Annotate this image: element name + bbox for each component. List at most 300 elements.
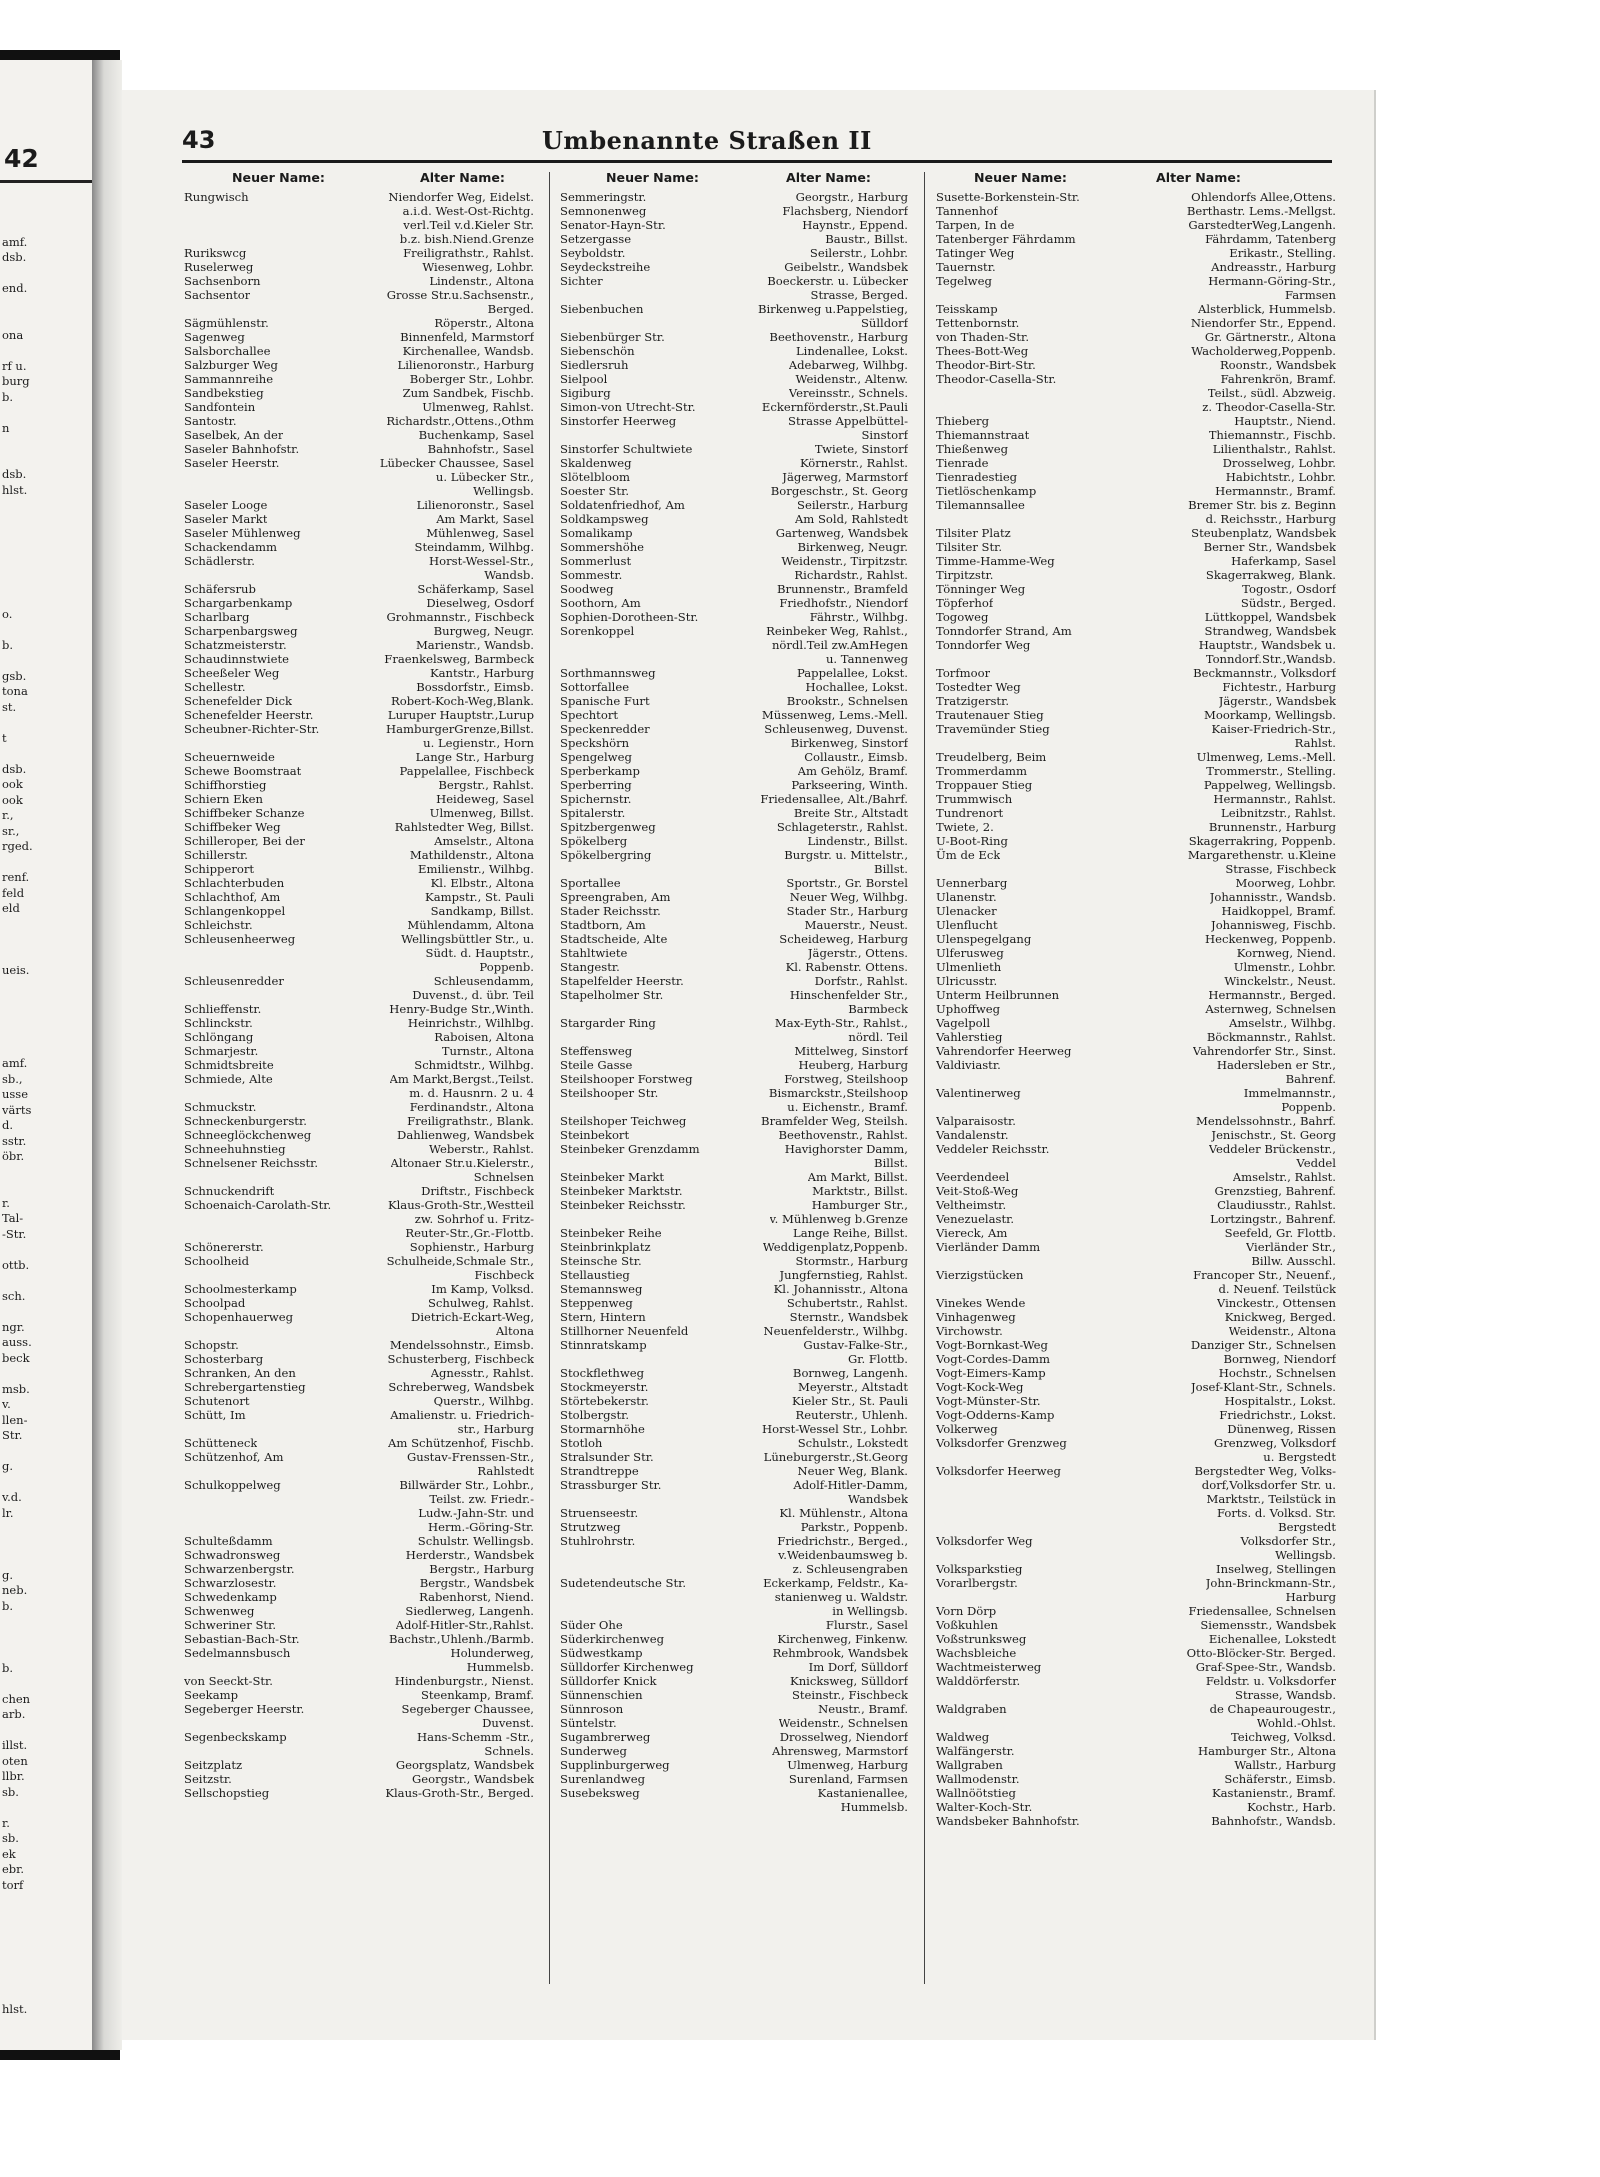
previous-page-fragment <box>2 653 92 669</box>
new-street-name: Wallnöötstieg <box>936 1786 1016 1800</box>
entry-row <box>936 750 1336 764</box>
entry-row <box>560 1072 908 1086</box>
old-street-name: Lindenstr., Altona <box>429 274 534 288</box>
old-street-name: Jägerstr., Wandsbek <box>1218 694 1336 708</box>
new-street-name: Sophien-Dorotheen-Str. <box>560 610 699 624</box>
entry-row <box>560 484 908 498</box>
old-street-name: Hauptstr., Niend. <box>1234 414 1336 428</box>
new-street-name: Saselbek, An der <box>184 428 284 442</box>
entry-row <box>936 204 1336 218</box>
new-street-name: Schmidtsbreite <box>184 1058 274 1072</box>
new-street-name: Tostedter Weg <box>936 680 1021 694</box>
old-street-name: Forstweg, Steilshoop <box>784 1072 908 1086</box>
old-street-name: Freiligrathstr., Blank. <box>407 1114 534 1128</box>
new-street-name: Valparaisostr. <box>936 1114 1016 1128</box>
entry-continuation-row <box>560 1562 908 1576</box>
old-street-name: Breite Str., Altstadt <box>793 806 908 820</box>
entry-continuation-row <box>936 1478 1336 1492</box>
new-street-name: Tilsiter Str. <box>936 540 1003 554</box>
new-street-name: Südwestkamp <box>560 1646 643 1660</box>
new-street-name: Vinhagenweg <box>936 1310 1016 1324</box>
old-street-name: Grenzstieg, Bahrenf. <box>1214 1184 1336 1198</box>
new-street-name: Vagelpoll <box>936 1016 991 1030</box>
entry-row <box>184 694 534 708</box>
entry-row <box>936 1086 1336 1100</box>
old-street-name: Vereinsstr., Schnels. <box>788 386 908 400</box>
old-street-name: Niendorfer Str., Eppend. <box>1190 316 1336 330</box>
old-street-name: Seilerstr., Harburg <box>797 498 908 512</box>
new-street-name: Strandtreppe <box>560 1464 639 1478</box>
previous-page-fragment <box>2 529 92 545</box>
old-street-name: Rabenhorst, Niend. <box>419 1590 534 1604</box>
old-street-name: Ulmenweg, Harburg <box>787 1758 908 1772</box>
previous-page-fragment <box>2 297 92 313</box>
previous-page-fragment <box>2 1444 92 1460</box>
old-street-name: Fährstr., Wilhbg. <box>809 610 908 624</box>
entry-continuation-row <box>936 386 1336 400</box>
previous-page-fragment <box>2 312 92 328</box>
old-street-name: Reuterstr., Uhlenh. <box>795 1408 908 1422</box>
old-street-name: Marienstr., Wandsb. <box>415 638 534 652</box>
previous-page-fragment: dsb. <box>2 467 27 481</box>
entry-row <box>184 1198 534 1212</box>
entry-row <box>184 1114 534 1128</box>
entry-row <box>184 386 534 400</box>
new-street-name: Waldgraben <box>936 1702 1007 1716</box>
old-street-name: u. Eichenstr., Bramf. <box>787 1100 908 1114</box>
new-street-name: Schneckenburgerstr. <box>184 1114 307 1128</box>
new-street-name: Vorn Dörp <box>936 1604 997 1618</box>
new-street-name: Schütt, Im <box>184 1408 246 1422</box>
old-street-name: Neuer Weg, Blank. <box>797 1464 908 1478</box>
old-street-name: Drosselweg, Niendorf <box>779 1730 908 1744</box>
entry-row <box>560 358 908 372</box>
previous-page-fragment <box>2 1273 92 1289</box>
new-street-name: Vinekes Wende <box>936 1296 1026 1310</box>
old-street-name: Haynstr., Eppend. <box>802 218 908 232</box>
new-street-name: Schädlerstr. <box>184 554 255 568</box>
entry-row <box>936 414 1336 428</box>
entry-row <box>184 806 534 820</box>
old-street-name: Kl. Rabenstr. Ottens. <box>785 960 908 974</box>
old-street-name: Müssenweg, Lems.-Mell. <box>761 708 908 722</box>
entry-row <box>560 1730 908 1744</box>
old-street-name: Heinrichstr., Wilhlbg. <box>407 1016 534 1030</box>
old-street-name: Friedensallee, Schnelsen <box>1188 1604 1336 1618</box>
old-street-name: Mathildenstr., Altona <box>409 848 534 862</box>
old-street-name: Brookstr., Schnelsen <box>786 694 908 708</box>
entry-row <box>560 1520 908 1534</box>
entry-row <box>936 302 1336 316</box>
old-street-name: Schäferkamp, Sasel <box>417 582 534 596</box>
new-street-name: Stadtborn, Am <box>560 918 646 932</box>
entry-row <box>560 736 908 750</box>
old-street-name: Lortzingstr., Bahrenf. <box>1210 1212 1336 1226</box>
entry-row <box>936 1758 1336 1772</box>
new-street-name: Ulferusweg <box>936 946 1004 960</box>
old-street-name: Wandsb. <box>484 568 534 582</box>
new-street-name: Spengelweg <box>560 750 632 764</box>
old-street-name: Steubenplatz, Wandsbek <box>1191 526 1336 540</box>
entry-row <box>184 1380 534 1394</box>
previous-page-fragment: ook <box>2 777 23 791</box>
new-street-name: Steppenweg <box>560 1296 633 1310</box>
entry-row <box>560 526 908 540</box>
old-street-name: Wellingsb. <box>473 484 534 498</box>
old-street-name: Dorfstr., Rahlst. <box>814 974 908 988</box>
new-street-name: Scheeßeler Weg <box>184 666 280 680</box>
entry-row <box>184 1282 534 1296</box>
old-street-name: Wacholderweg,Poppenb. <box>1191 344 1336 358</box>
new-street-name: Thees-Bott-Weg <box>936 344 1029 358</box>
entry-row <box>936 1366 1336 1380</box>
entry-continuation-row <box>560 652 908 666</box>
old-street-name: Farmsen <box>1285 288 1336 302</box>
entry-row <box>560 778 908 792</box>
entry-row <box>936 456 1336 470</box>
old-street-name: Fährdamm, Tatenberg <box>1205 232 1336 246</box>
new-street-name: Speckshörn <box>560 736 630 750</box>
old-street-name: Mühlendamm, Altona <box>407 918 534 932</box>
entry-row <box>184 1450 534 1464</box>
entry-row <box>560 582 908 596</box>
entry-row <box>936 1198 1336 1212</box>
old-street-name: HamburgerGrenze,Billst. <box>386 722 534 736</box>
new-street-name: Sachsenborn <box>184 274 261 288</box>
old-street-name: Bremer Str. bis z. Beginn <box>1188 498 1336 512</box>
old-street-name: Adebarweg, Wilhbg. <box>788 358 908 372</box>
entry-row <box>184 1702 534 1716</box>
entry-row <box>560 1702 908 1716</box>
previous-page-fragment: ngr. <box>2 1319 25 1334</box>
old-street-name: Marktstr., Teilstück in <box>1206 1492 1336 1506</box>
old-street-name: Ulmenweg, Rahlst. <box>422 400 534 414</box>
new-street-name: Siedlersruh <box>560 358 629 372</box>
previous-page-fragment <box>2 204 92 220</box>
entry-row <box>184 638 534 652</box>
new-street-name: Schmarjestr. <box>184 1044 259 1058</box>
new-street-name: Voßstrunksweg <box>936 1632 1027 1646</box>
previous-page-fragment: ueis. <box>2 963 30 977</box>
new-street-name: Thießenweg <box>936 442 1009 456</box>
old-street-name: Berged. <box>487 302 534 316</box>
old-street-name: Wallstr., Harburg <box>1234 1758 1336 1772</box>
previous-page-fragment <box>2 948 92 964</box>
new-street-name: Spökelberg <box>560 834 628 848</box>
old-street-name: Hummelsb. <box>466 1660 534 1674</box>
old-street-name: Eckerkamp, Feldstr., Ka- <box>763 1576 908 1590</box>
old-street-name: Poppenb. <box>1281 1100 1336 1114</box>
new-street-name: Schopenhauerweg <box>184 1310 294 1324</box>
entry-row <box>560 442 908 456</box>
entry-row <box>184 932 534 946</box>
entry-row <box>936 1534 1336 1548</box>
entry-row <box>560 876 908 890</box>
old-street-name: Georgstr., Wandsbek <box>412 1772 534 1786</box>
entry-row <box>560 498 908 512</box>
old-street-name: Luruper Hauptstr.,Lurup <box>387 708 534 722</box>
new-street-name: Stotloh <box>560 1436 603 1450</box>
new-street-name: Veit-Stoß-Weg <box>936 1184 1019 1198</box>
previous-page-fragment <box>2 1475 92 1491</box>
entry-row <box>184 1058 534 1072</box>
previous-page-fragment <box>2 1614 92 1630</box>
old-street-name: Weidenstr., Altenw. <box>795 372 908 386</box>
entry-row <box>184 316 534 330</box>
new-street-name: Stockflethweg <box>560 1366 645 1380</box>
entry-row <box>560 1086 908 1100</box>
entry-row <box>560 596 908 610</box>
old-street-name: Schmidtstr., Wilhbg. <box>414 1058 534 1072</box>
old-street-name: Bahnhofstr., Sasel <box>427 442 534 456</box>
old-street-name: Sülldorf <box>860 316 908 330</box>
column-header-old: Alter Name: <box>1156 170 1241 185</box>
previous-page-fragment <box>2 1971 92 1987</box>
previous-page-fragment: ottb. <box>2 1257 30 1272</box>
entry-row <box>936 1030 1336 1044</box>
previous-page-fragment <box>2 1366 92 1382</box>
entry-continuation-row <box>936 1520 1336 1534</box>
old-street-name: Sternstr., Wandsbek <box>789 1310 908 1324</box>
new-street-name: Töpferhof <box>936 596 994 610</box>
old-street-name: Hindenburgstr., Nienst. <box>394 1674 534 1688</box>
old-street-name: Immelmannstr., <box>1243 1086 1336 1100</box>
old-street-name: Pappelallee, Lokst. <box>796 666 908 680</box>
old-street-name: Hermannstr., Berged. <box>1208 988 1336 1002</box>
old-street-name: Duvenst. <box>482 1716 534 1730</box>
entry-row <box>560 1254 908 1268</box>
entry-row <box>560 1674 908 1688</box>
previous-page-fragment: sb. <box>2 1784 19 1799</box>
previous-page-fragment: arb. <box>2 1707 26 1721</box>
new-street-name: Soodweg <box>560 582 614 596</box>
entry-continuation-row <box>184 1170 534 1184</box>
previous-page-fragment <box>2 1537 92 1553</box>
old-street-name: Herm.-Göring-Str. <box>428 1520 534 1534</box>
previous-page-fragment: g. <box>2 1459 14 1473</box>
entry-row <box>936 624 1336 638</box>
entry-row <box>936 974 1336 988</box>
old-street-name: Körnerstr., Rahlst. <box>799 456 908 470</box>
previous-page-fragment: usse <box>2 1087 29 1101</box>
previous-page-fragment <box>2 1165 92 1181</box>
old-street-name: d. Neuenf. Teilstück <box>1218 1282 1336 1296</box>
new-street-name: Steinbeker Markt <box>560 1170 665 1184</box>
entry-row <box>184 190 534 204</box>
new-street-name: Vahrendorfer Heerweg <box>936 1044 1072 1058</box>
new-street-name: Sorthmannsweg <box>560 666 656 680</box>
old-street-name: Strandweg, Wandsbek <box>1204 624 1336 638</box>
entry-row <box>560 848 908 862</box>
old-street-name: Hermannstr., Rahlst. <box>1213 792 1336 806</box>
old-street-name: Flurstr., Sasel <box>825 1618 908 1632</box>
old-street-name: Wandsbek <box>848 1492 908 1506</box>
entry-row <box>560 1534 908 1548</box>
entry-row <box>560 1436 908 1450</box>
old-street-name: Skagerrakring, Poppenb. <box>1188 834 1336 848</box>
new-street-name: Sommerlust <box>560 554 632 568</box>
old-street-name: Bergstr., Rahlst. <box>438 778 534 792</box>
new-street-name: Schütteneck <box>184 1436 258 1450</box>
old-street-name: Raboisen, Altona <box>434 1030 534 1044</box>
new-street-name: Siebenbuchen <box>560 302 644 316</box>
previous-page-fragment: Tal- <box>2 1211 24 1225</box>
new-street-name: Seitzplatz <box>184 1758 243 1772</box>
old-street-name: Hummelsb. <box>840 1800 908 1814</box>
new-street-name: Stangestr. <box>560 960 620 974</box>
new-street-name: Schmiede, Alte <box>184 1072 273 1086</box>
entry-row <box>184 1632 534 1646</box>
old-street-name: Strasse, Fischbeck <box>1225 862 1336 876</box>
column-header-old: Alter Name: <box>420 170 505 185</box>
old-street-name: in Wellingsb. <box>832 1604 908 1618</box>
old-street-name: Kl. Mühlenstr., Altona <box>779 1506 908 1520</box>
entry-row <box>936 1618 1336 1632</box>
new-street-name: Sperberkamp <box>560 764 640 778</box>
entry-row <box>560 610 908 624</box>
new-street-name: Tonndorfer Weg <box>936 638 1031 652</box>
entry-row <box>936 1408 1336 1422</box>
entry-row <box>560 1044 908 1058</box>
old-street-name: Emilienstr., Wilhbg. <box>418 862 534 876</box>
previous-page-fragment: illst. <box>2 1738 28 1752</box>
new-street-name: Spreengraben, Am <box>560 890 671 904</box>
entry-row <box>184 1604 534 1618</box>
entry-row <box>936 596 1336 610</box>
old-street-name: Weidenstr., Altona <box>1228 1324 1336 1338</box>
new-street-name: Steile Gasse <box>560 1058 633 1072</box>
old-street-name: Hinschenfelder Str., <box>789 988 908 1002</box>
old-street-name: Berner Str., Wandsbek <box>1203 540 1336 554</box>
entry-row <box>184 1478 534 1492</box>
new-street-name: Spanische Furt <box>560 694 650 708</box>
old-street-name: Wellingsbüttler Str., u. <box>401 932 534 946</box>
entry-row <box>184 1254 534 1268</box>
entry-row <box>184 1030 534 1044</box>
old-street-name: Moorkamp, Wellingsb. <box>1204 708 1336 722</box>
previous-page-fragment: renf. <box>2 870 30 884</box>
old-street-name: Südt. d. Hauptstr., <box>425 946 534 960</box>
old-street-name: Rahlstedt <box>477 1464 534 1478</box>
new-street-name: Stargarder Ring <box>560 1016 656 1030</box>
entry-row <box>184 1786 534 1800</box>
old-street-name: Seilerstr., Lohbr. <box>809 246 908 260</box>
entry-continuation-row <box>560 316 908 330</box>
new-street-name: Ulanenstr. <box>936 890 997 904</box>
old-street-name: de Chapeaurougestr., <box>1209 1702 1336 1716</box>
old-street-name: Adolf-Hitler-Damm, <box>793 1478 908 1492</box>
entry-continuation-row <box>560 638 908 652</box>
entry-row <box>184 596 534 610</box>
previous-page-fragment: ook <box>2 792 23 807</box>
entry-row <box>560 1394 908 1408</box>
old-street-name: Harburg <box>1285 1590 1336 1604</box>
entry-continuation-row <box>560 1030 908 1044</box>
old-street-name: Hochstr., Schnelsen <box>1218 1366 1336 1380</box>
entry-row <box>936 1422 1336 1436</box>
old-street-name: Lange Str., Harburg <box>415 750 534 764</box>
entry-row <box>936 358 1336 372</box>
entry-row <box>936 1380 1336 1394</box>
entry-continuation-row <box>560 1002 908 1016</box>
old-street-name: Billwärder Str., Lohbr., <box>399 1478 534 1492</box>
new-street-name: Scharlbarg <box>184 610 250 624</box>
old-street-name: Schleusendamm, <box>433 974 534 988</box>
old-street-name: dorf,Volksdorfer Str. u. <box>1201 1478 1336 1492</box>
new-street-name: Salsborchallee <box>184 344 271 358</box>
entry-row <box>936 1296 1336 1310</box>
new-street-name: Susebeksweg <box>560 1786 640 1800</box>
old-street-name: Skagerrakweg, Blank. <box>1205 568 1336 582</box>
old-street-name: Jungfernstieg, Rahlst. <box>779 1268 908 1282</box>
entry-row <box>936 960 1336 974</box>
previous-page-fragment: hlst. <box>2 482 28 497</box>
new-street-name: Tarpen, In de <box>936 218 1015 232</box>
old-street-name: Gustav-Falke-Str., <box>803 1338 908 1352</box>
new-street-name: Simon-von Utrecht-Str. <box>560 400 696 414</box>
new-street-name: Spechtort <box>560 708 619 722</box>
old-street-name: Röperstr., Altona <box>434 316 534 330</box>
entry-row <box>936 190 1336 204</box>
entry-row <box>184 526 534 540</box>
entry-row <box>560 1478 908 1492</box>
entry-continuation-row <box>184 1422 534 1436</box>
previous-page-fragment: dsb. <box>2 761 27 776</box>
entry-row <box>936 1576 1336 1590</box>
old-street-name: Neustr., Bramf. <box>818 1702 908 1716</box>
previous-page-fragment: öbr. <box>2 1149 25 1163</box>
new-street-name: Schellestr. <box>184 680 246 694</box>
old-street-name: Johannisweg, Fischb. <box>1211 918 1336 932</box>
old-street-name: Driftstr., Fischbeck <box>421 1184 534 1198</box>
old-street-name: u. Tannenweg <box>825 652 908 666</box>
old-street-name: m. d. Hausnrn. 2 u. 4 <box>409 1086 534 1100</box>
old-street-name: Steindamm, Wilhbg. <box>414 540 534 554</box>
entry-continuation-row <box>936 1590 1336 1604</box>
new-street-name: Steilshoper Teichweg <box>560 1114 687 1128</box>
previous-page-fragment: -Str. <box>2 1226 27 1241</box>
previous-page-fragment: Str. <box>2 1428 23 1442</box>
entry-row <box>936 232 1336 246</box>
old-street-name: Drosselweg, Lohbr. <box>1222 456 1336 470</box>
old-street-name: Burgstr. u. Mittelstr., <box>784 848 908 862</box>
new-street-name: Stuhlrohrstr. <box>560 1534 636 1548</box>
entry-row <box>184 876 534 890</box>
old-street-name: d. Reichsstr., Harburg <box>1205 512 1336 526</box>
old-street-name: Niendorfer Weg, Eidelst. <box>388 190 534 204</box>
previous-page-fragment <box>2 1893 92 1909</box>
new-street-name: Vandalenstr. <box>936 1128 1009 1142</box>
new-street-name: Schatzmeisterstr. <box>184 638 287 652</box>
entry-row <box>184 260 534 274</box>
previous-page-fragment <box>2 436 92 452</box>
previous-page-fragment <box>2 715 92 731</box>
entry-row <box>936 1604 1336 1618</box>
new-street-name: Schlieffenstr. <box>184 1002 262 1016</box>
old-street-name: Knicksweg, Sülldorf <box>790 1674 908 1688</box>
new-street-name: Sülldorfer Knick <box>560 1674 657 1688</box>
previous-page-fragment: b. <box>2 389 14 404</box>
entry-continuation-row <box>184 568 534 582</box>
old-street-name: Bergstr., Wandsbek <box>419 1576 534 1590</box>
entry-row <box>560 806 908 820</box>
entry-row <box>184 582 534 596</box>
entry-row <box>936 1016 1336 1030</box>
entry-row <box>184 344 534 358</box>
entry-row <box>936 1044 1336 1058</box>
new-street-name: Senator-Hayn-Str. <box>560 218 666 232</box>
new-street-name: Stormarnhöhe <box>560 1422 645 1436</box>
